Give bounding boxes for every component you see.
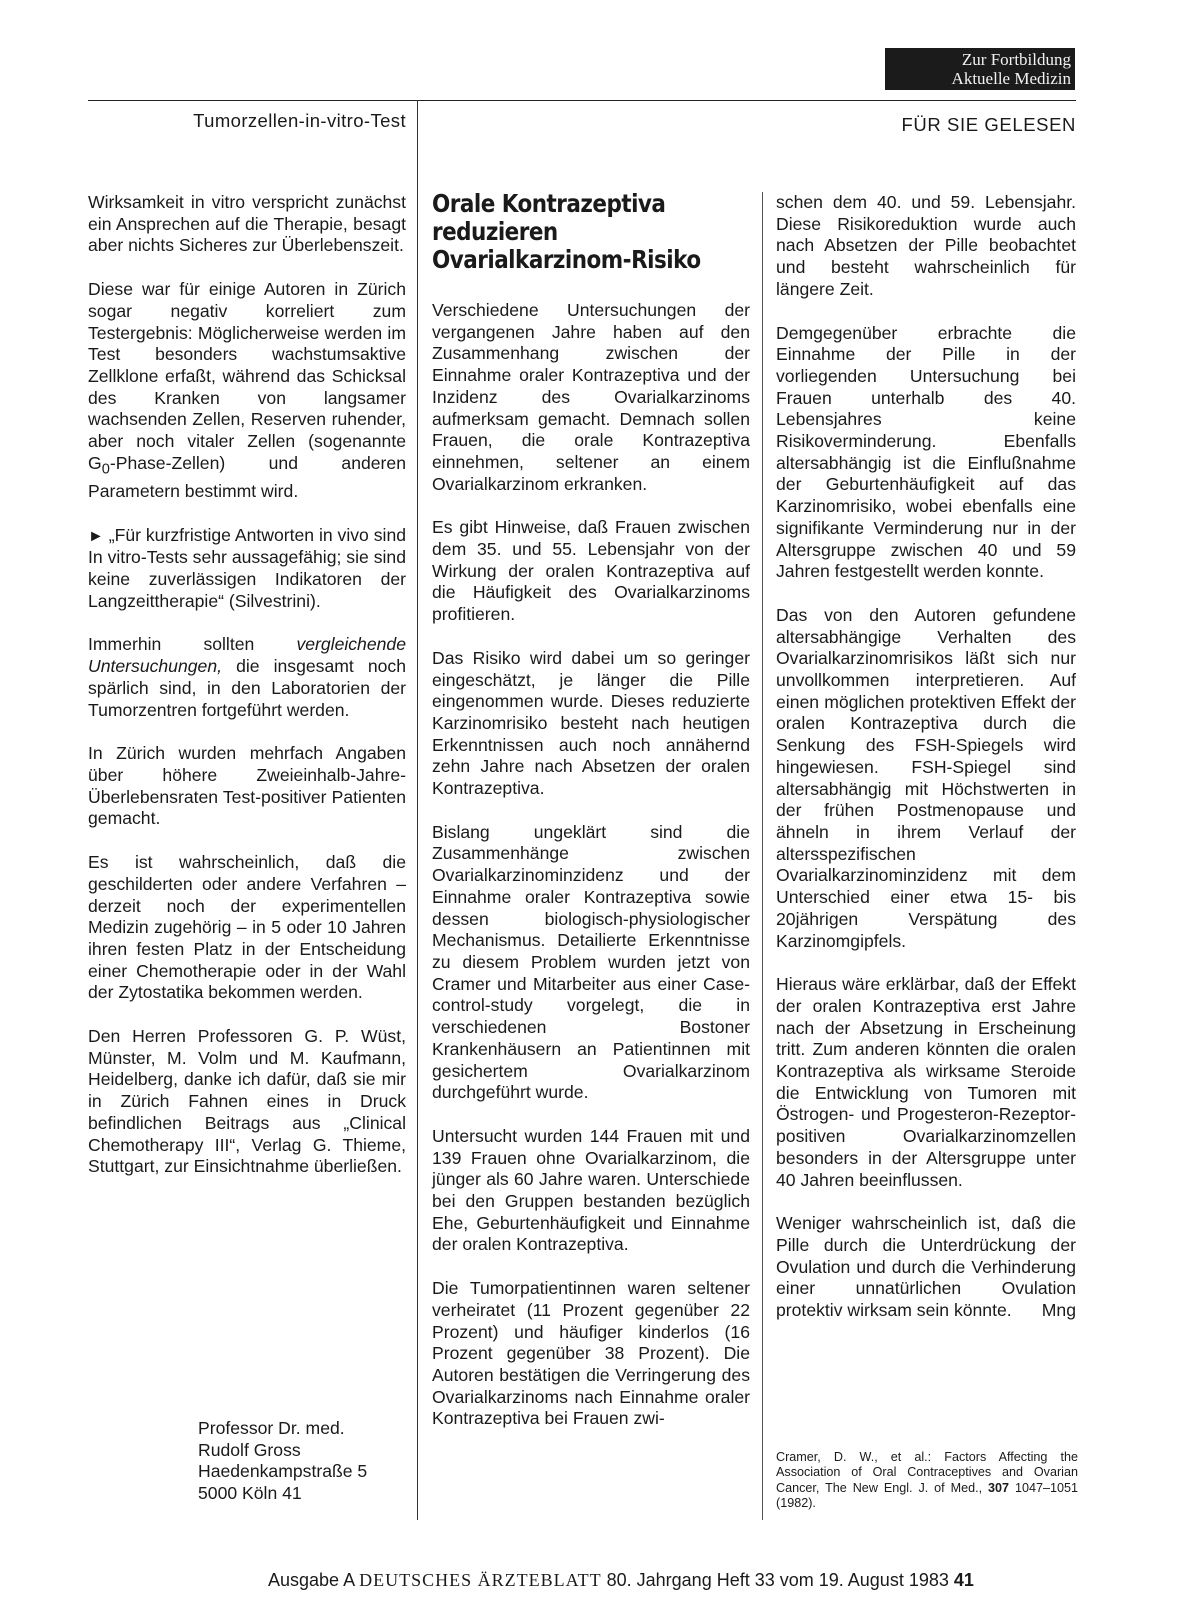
headline-line-2: reduzieren bbox=[432, 217, 558, 246]
article-paragraph-2: Es gibt Hinweise, daß Frauen zwischen dem 35. und 55. Lebensjahr von der Wirkung der oralen Kontrazeptiva auf die Häufigkeit des Ovarialkarzinoms profitieren. bbox=[432, 517, 750, 625]
middle-column bbox=[432, 300, 750, 1452]
article-paragraph-10: Hieraus wäre erklärbar, daß der Effekt der oralen Kontrazeptiva erst Jahre nach der Absetzung in Erscheinung tritt. Zum anderen könnten die oralen Kontrazeptiva als wirksame Steroide die Entwicklung von Tumoren mit Östrogen- und Progesteron-Rezeptor-positiven Ovarialkarzinomzellen besonders in der Altersgruppe unter 40 Jahren beeinflussen. bbox=[776, 974, 1076, 1190]
left-paragraph-2-a: Diese war für einige Autoren in Zürich sogar negativ korreliert zum Testergebnis: Möglicherweise werden im Test besonders wachstumsaktive Zellklone erfaßt, während das Schicksal des Kranken von langsamer wachsenden Zellen, Reserven ruhender, aber noch vitaler Zellen (sogenannte G bbox=[88, 279, 406, 473]
article-headline bbox=[432, 190, 705, 274]
left-column bbox=[88, 192, 406, 1200]
left-paragraph-6: Es ist wahrscheinlich, daß die geschilderten oder andere Verfahren – derzeit noch der experimentellen Medizin zugehörig – in 5 oder 10 Jahren ihren festen Platz in der Entscheidung einer Chemotherapie oder in der Wahl der Zytostatika bekommen werden. bbox=[88, 852, 406, 1003]
emphasis-text: vergleichende Untersuchungen, bbox=[88, 634, 406, 677]
article-paragraph-1: Verschiedene Untersuchungen der vergangenen Jahre haben auf den Zusammenhang zwischen der Einnahme oraler Kontrazeptiva und der Inzidenz des Ovarialkarzinoms aufmerksam gemacht. Demnach sollen Frauen, die orale Kontrazeptiva einnehmen, seltener an einem Ovarialkarzinom erkranken. bbox=[432, 300, 750, 494]
reference-citation bbox=[776, 1450, 1078, 1511]
g0-subscript: 0 bbox=[101, 461, 110, 478]
page-footer bbox=[268, 1570, 974, 1591]
footer-edition: Ausgabe A bbox=[268, 1570, 355, 1590]
signature-line-1: Professor Dr. med. bbox=[198, 1418, 345, 1438]
right-kicker: FÜR SIE GELESEN bbox=[901, 114, 1076, 135]
article-paragraph-3: Das Risiko wird dabei um so geringer eingeschätzt, je länger die Pille eingenommen wurde. Dieses reduzierte Karzinomrisiko besteht nach heutigen Erkenntnissen auch noch annähernd zehn Jahre nach Absetzen der oralen Kontrazeptiva. bbox=[432, 647, 750, 799]
left-paragraph-4 bbox=[88, 634, 406, 721]
headline-line-1: Orale Kontrazeptiva bbox=[432, 189, 666, 218]
left-kicker: Tumorzellen-in-vitro-Test bbox=[193, 110, 406, 131]
article-paragraph-8: Demgegenüber erbrachte die Einnahme der Pille in der vorliegenden Untersuchung bei Frauen unterhalb des 40. Lebensjahres keine Risikoverminderung. Ebenfalls altersabhängig ist die Einflußnahme der Geburtenhäufigkeit auf das Karzinomrisiko, wobei ebenfalls eine signifikante Verminderung nur in der Altersgruppe zwischen 40 und 59 Jahren festgestellt werden konnte. bbox=[776, 322, 1076, 582]
article-paragraph-11 bbox=[776, 1213, 1076, 1322]
right-column bbox=[776, 192, 1076, 1344]
signature-line-4: 5000 Köln 41 bbox=[198, 1482, 302, 1503]
page-number: 41 bbox=[953, 1570, 974, 1590]
left-paragraph-5: In Zürich wurden mehrfach Angaben über höhere Zweieinhalb-Jahre-Überlebensraten Test-positiver Patienten gemacht. bbox=[88, 743, 406, 829]
column-divider bbox=[417, 100, 418, 1520]
article-paragraph-11-text: Weniger wahrscheinlich ist, daß die Pille durch die Unterdrückung der Ovulation und durch die Verhinderung einer unnatürlichen Ovulation protektiv wirksam sein könnte. bbox=[776, 1213, 1076, 1321]
badge-line-2: Aktuelle Medizin bbox=[951, 69, 1071, 88]
left-paragraph-3 bbox=[88, 525, 406, 613]
section-badge bbox=[885, 48, 1075, 90]
article-paragraph-9: Das von den Autoren gefundene altersabhängige Verhalten des Ovarialkarzinomrisikos läßt sich nur unvollkommen interpretieren. Auf einen möglichen protektiven Effekt der oralen Kontrazeptiva durch die Senkung des FSH-Spiegels wird hingewiesen. FSH-Spiegel sind altersabhängig mit Höchstwerten in der frühen Postmenopause und ähneln in ihrem Verlauf der altersspezifischen Ovarialkarzinominzidenz mit dem Unterschied einer etwa 15- bis 20jährigen Verspätung des Karzinomgipfels. bbox=[776, 604, 1076, 951]
article-paragraph-7: schen dem 40. und 59. Lebensjahr. Diese Risikoreduktion wurde auch nach Absetzen der Pille beobachtet und besteht wahrscheinlich für längere Zeit. bbox=[776, 192, 1076, 299]
author-signature bbox=[198, 1418, 408, 1504]
reference-text-a: Cramer, D. W., et al.: Factors Affecting the Association of Oral Contraceptives and Ovarian Cancer, The New Engl. J. of Med., bbox=[776, 1450, 1078, 1495]
author-initials: Mng bbox=[1041, 1300, 1076, 1321]
reference-volume: 307 bbox=[988, 1480, 1010, 1495]
acknowledgement-paragraph: Den Herren Professoren G. P. Wüst, Münster, M. Volm und M. Kaufmann, Heidelberg, danke ich dafür, daß sie mir in Zürich Fahnen eines in Druck befindlichen Beitrags aus „Clinical Chemotherapy III“, Verlag G. Thieme, Stuttgart, zur Einsichtnahme überließen. bbox=[88, 1026, 406, 1177]
footer-journal: DEUTSCHES ÄRZTEBLATT bbox=[359, 1570, 602, 1590]
left-paragraph-2-b: -Phase-Zellen) und anderen Parametern bestimmt wird. bbox=[88, 452, 406, 501]
triangle-marker-icon: ► bbox=[88, 527, 104, 545]
article-paragraph-6: Die Tumorpatientinnen waren seltener verheiratet (11 Prozent gegenüber 22 Prozent) und häufiger kinderlos (16 Prozent gegenüber 38 Prozent). Die Autoren bestätigen die Verringerung des Ovarialkarzinoms nach Einnahme oraler Kontrazeptiva bei Frauen zwi- bbox=[432, 1278, 750, 1429]
left-paragraph-4-b: die insgesamt noch spärlich sind, in den Laboratorien der Tumorzentren fortgeführt werden. bbox=[88, 656, 406, 720]
left-paragraph-2 bbox=[88, 279, 406, 503]
quote-silvestrini: „Für kurzfristige Antworten in vivo sind In vitro-Tests sehr aussagefähig; sie sind keine zuverlässigen Indikatoren der Langzeittherapie“ (Silvestrini). bbox=[88, 524, 407, 611]
reference-text-b: 1047–1051 (1982). bbox=[776, 1480, 1078, 1510]
top-rule bbox=[88, 100, 1076, 101]
left-paragraph-4-a: Immerhin sollten bbox=[88, 634, 255, 655]
column-divider-right bbox=[762, 192, 763, 1520]
headline-line-3: Ovarialkarzinom-Risiko bbox=[432, 245, 701, 274]
left-paragraph-1: Wirksamkeit in vitro verspricht zunächst ein Ansprechen auf die Therapie, besagt aber nichts Sicheres zur Überlebenszeit. bbox=[88, 192, 406, 256]
article-paragraph-4: Bislang ungeklärt sind die Zusammenhänge zwischen Ovarialkarzinominzidenz und der Einnahme oraler Kontrazeptiva sowie dessen biologisch-physiologischer Mechanismus. Detailierte Erkenntnisse zu diesem Problem wurden jetzt von Cramer und Mitarbeiter aus einer Case-control-study vorgelegt, die in verschiedenen Bostoner Krankenhäusern an Patientinnen mit gesichertem Ovarialkarzinom durchgeführt wurde. bbox=[432, 821, 750, 1103]
signature-line-2: Rudolf Gross bbox=[198, 1439, 301, 1460]
badge-line-1: Zur Fortbildung bbox=[961, 50, 1071, 69]
signature-line-3: Haedenkampstraße 5 bbox=[198, 1461, 368, 1481]
article-paragraph-5: Untersucht wurden 144 Frauen mit und 139 Frauen ohne Ovarialkarzinom, die jünger als 60 Jahre waren. Unterschiede bei den Gruppen bestanden bezüglich Ehe, Geburtenhäufigkeit und Einnahme der oralen Kontrazeptiva. bbox=[432, 1125, 750, 1255]
footer-issue: 80. Jahrgang Heft 33 vom 19. August 1983 bbox=[606, 1570, 949, 1590]
